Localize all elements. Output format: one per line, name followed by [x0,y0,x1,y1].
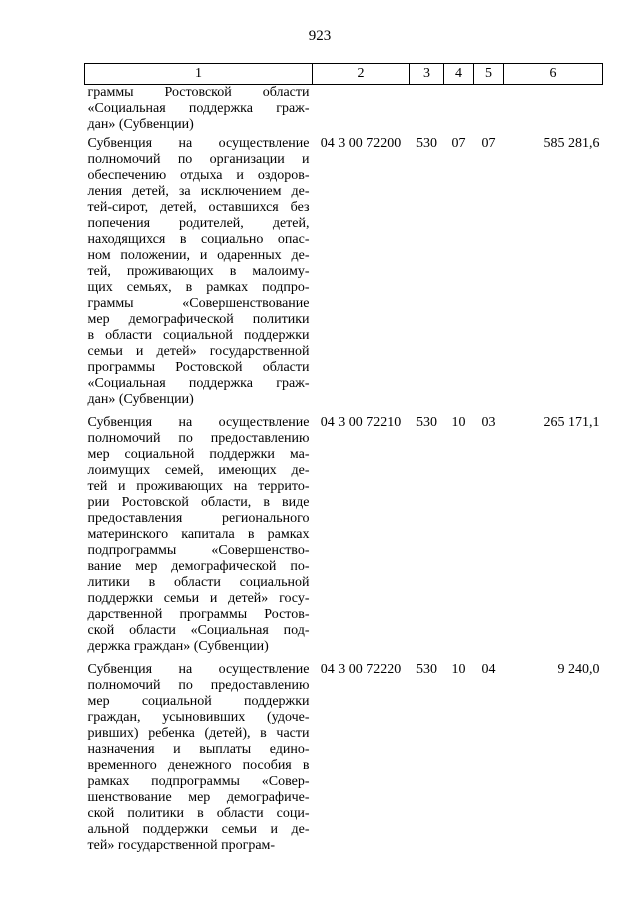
description-line: шенствование мер демографиче- [87,790,310,805]
header-col-5: 5 [474,64,504,85]
description-line: ном положении, и одаренных де- [87,248,310,263]
description-line: литики в области социальной [87,575,310,590]
description-line: щих семьях, в рамках подпро- [87,280,310,295]
header-col-3: 3 [410,64,444,85]
row-amount: 265 171,1 [543,415,600,430]
description-line: семьи и детей» государственной [87,344,310,359]
description-line: тей, проживающих в малоиму- [87,264,310,279]
row-expense-type [410,85,444,134]
row-target-code: 04 3 00 72200 [320,136,402,151]
description-line: тей и проживающих на террито- [87,479,310,494]
row-description [85,133,313,412]
header-col-1: 1 [85,64,313,85]
row-target-code [313,85,410,134]
description-line: рии Ростовской области, в виде [87,495,310,510]
row-expense-type: 530 [416,136,437,151]
header-col-4: 4 [444,64,474,85]
page-number: 923 [308,28,332,44]
row-amount [504,85,603,134]
header-col-6: 6 [504,64,603,85]
row-subsection: 03 [481,415,496,430]
row-section [444,85,474,134]
row-subsection [474,85,504,134]
row-subsection: 07 [481,136,496,151]
budget-table [84,63,603,858]
description-line: назначения и выплаты едино- [87,742,310,757]
description-line: граждан, усыновивших (удоче- [87,710,310,725]
description-line: подпрограммы «Совершенство- [87,543,310,558]
row-description [85,85,313,134]
description-line: попечения родителей, детей, [87,216,310,231]
row-target-code: 04 3 00 72210 [320,415,402,430]
row-expense-type: 530 [416,662,437,677]
description-line: временного денежного пособия в [87,758,310,773]
description-line: лоимущих семей, имеющих де- [87,463,310,478]
description-line: «Социальная поддержка граж- [87,376,310,391]
description-line: ской политики в области соци- [87,806,310,821]
row-amount: 9 240,0 [557,662,600,677]
row-expense-type: 530 [416,415,437,430]
table-row [85,85,603,134]
description-line: мер демографической политики [87,312,310,327]
table-header-row [85,64,603,85]
description-line: «Социальная поддержка граж- [87,101,310,116]
row-description [85,659,313,858]
description-line: дарственной программы Ростов- [87,607,310,622]
row-section: 10 [451,415,466,430]
description-line: программы Ростовской области [87,360,310,375]
description-line: тей» государственной програм- [87,838,276,853]
description-line: дан» (Субвенции) [87,117,194,132]
row-amount: 585 281,6 [543,136,600,151]
row-section: 10 [451,662,466,677]
row-target-code: 04 3 00 72220 [320,662,402,677]
description-line: Субвенция на осуществление [87,415,310,430]
description-line: в области социальной поддержки [87,328,310,343]
description-line: дан» (Субвенции) [87,392,194,407]
description-line: материнского капитала в рамках [87,527,310,542]
row-subsection: 04 [481,662,496,677]
description-line: тей-сирот, детей, оставшихся без [87,200,310,215]
row-section: 07 [451,136,466,151]
row-description [85,412,313,659]
description-line: находящихся в социально опас- [87,232,310,247]
description-line: предоставления регионального [87,511,310,526]
description-line: ривших) ребенка (детей), в части [87,726,310,741]
table-row [85,133,603,412]
description-line: мер социальной поддержки [87,694,310,709]
description-line: ления детей, за исключением де- [87,184,310,199]
table-row [85,412,603,659]
description-line: граммы Ростовской области [87,85,310,100]
table-body [85,85,603,859]
description-line: вание мер демографической по- [87,559,310,574]
description-line: граммы «Совершенствование [87,296,310,311]
description-line: ской области «Социальная под- [87,623,310,638]
table-row [85,659,603,858]
description-line: держка граждан» (Субвенции) [87,639,269,654]
description-line: рамках подпрограммы «Совер- [87,774,310,789]
description-line: Субвенция на осуществление [87,136,310,151]
description-line: полномочий по предоставлению [87,431,310,446]
description-line: полномочий по организации и [87,152,310,167]
description-line: Субвенция на осуществление [87,662,310,677]
description-line: мер социальной поддержки ма- [87,447,310,462]
description-line: альной поддержки семьи и де- [87,822,310,837]
description-line: поддержки семьи и детей» госу- [87,591,310,606]
description-line: обеспечению отдыха и оздоров- [87,168,310,183]
header-col-2: 2 [313,64,410,85]
description-line: полномочий по предоставлению [87,678,310,693]
